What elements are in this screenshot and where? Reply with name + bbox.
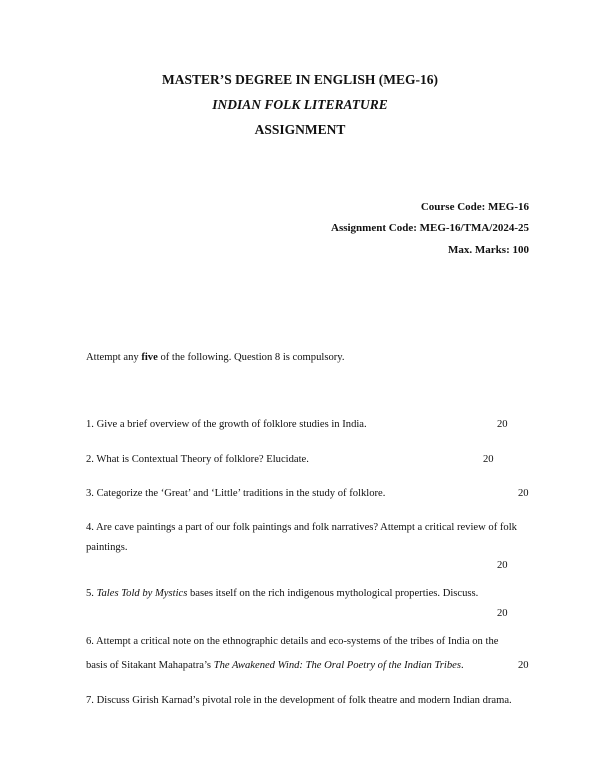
question-5-marks: 20	[497, 608, 508, 619]
instructions-emphasis: five	[141, 352, 158, 363]
assignment-code: Assignment Code: MEG-16/TMA/2024-25	[331, 222, 529, 234]
question-5-suffix: bases itself on the rich indigenous mythological properties. Discuss.	[187, 588, 479, 599]
question-5-prefix: 5.	[86, 588, 97, 599]
question-6-marks: 20	[518, 660, 529, 671]
question-6-line-2-prefix: basis of Sitakant Mahapatra’s	[86, 660, 214, 671]
question-7-text: 7. Discuss Girish Karnad’s pivotal role in the development of folk theatre and modern Indian drama.	[86, 695, 512, 706]
question-2-text: 2. What is Contextual Theory of folklore? Elucidate.	[86, 454, 309, 465]
question-1-text: 1. Give a brief overview of the growth of folklore studies in India.	[86, 419, 367, 430]
question-5-book-title: Tales Told by Mystics	[96, 588, 188, 599]
degree-title: MASTER’S DEGREE IN ENGLISH (MEG-16)	[161, 72, 439, 87]
question-4-marks: 20	[497, 560, 508, 571]
max-marks: Max. Marks: 100	[448, 244, 529, 256]
question-6-line-2-suffix: .	[460, 660, 464, 671]
question-5-text	[86, 588, 478, 599]
question-4-line-1: 4. Are cave paintings a part of our folk paintings and folk narratives? Attempt a critical review of folk	[86, 522, 517, 533]
instructions-suffix: of the following. Question 8 is compulsory.	[157, 352, 345, 363]
question-6-line-2	[86, 660, 464, 671]
course-code: Course Code: MEG-16	[420, 201, 529, 213]
question-3-text: 3. Categorize the ‘Great’ and ‘Little’ traditions in the study of folklore.	[86, 488, 386, 499]
course-title: INDIAN FOLK LITERATURE	[212, 97, 388, 112]
question-4-line-2: paintings.	[86, 542, 128, 553]
document-type: ASSIGNMENT	[254, 122, 346, 137]
question-2-marks: 20	[483, 454, 494, 465]
instructions	[86, 352, 345, 363]
question-3-marks: 20	[518, 488, 529, 499]
question-6-line-1: 6. Attempt a critical note on the ethnographic details and eco-systems of the tribes of India on the	[86, 636, 499, 647]
instructions-prefix: Attempt any	[86, 352, 142, 363]
question-6-book-title: The Awakened Wind: The Oral Poetry of the Indian Tribes	[213, 660, 461, 671]
question-1-marks: 20	[497, 419, 508, 430]
